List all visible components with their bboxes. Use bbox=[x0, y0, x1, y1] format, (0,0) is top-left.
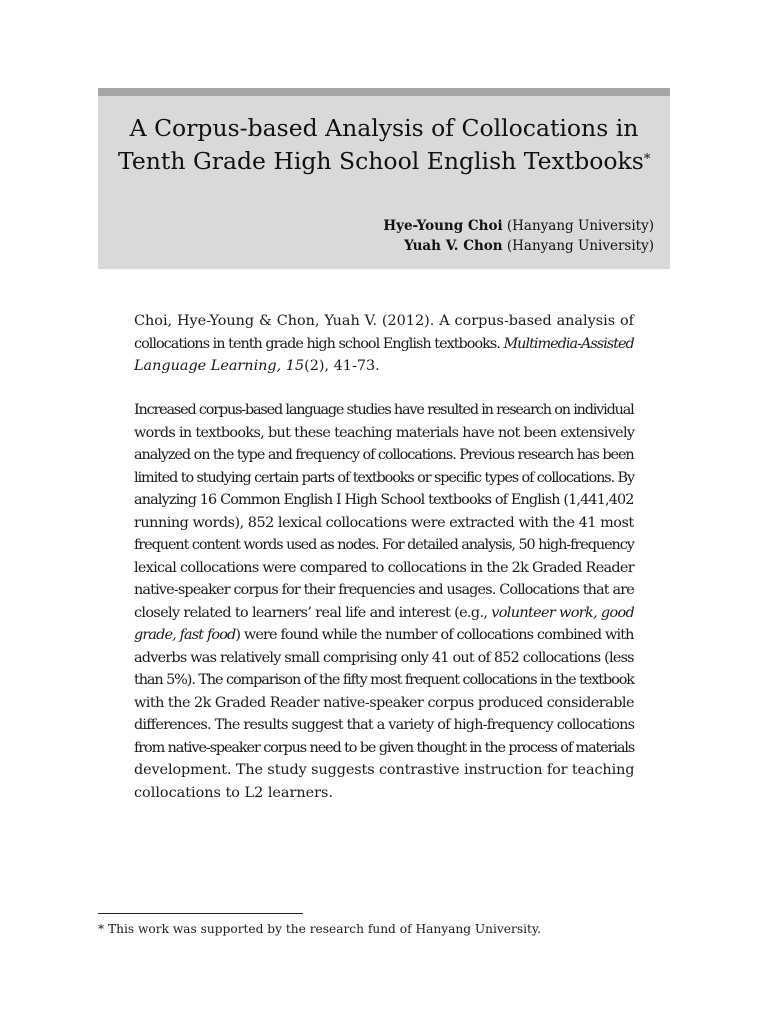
abstract-line: from native-speaker corpus need to be given thought in the process of materials bbox=[134, 739, 635, 756]
abstract-line: analyzed on the type and frequency of collocations. Previous research has been bbox=[134, 447, 634, 463]
paper-title bbox=[118, 112, 650, 177]
abstract-example: grade, fast food bbox=[134, 627, 236, 643]
abstract-line: Increased corpus-based language studies have resulted in research on individual bbox=[134, 402, 634, 418]
abstract-line: analyzing 16 Common English I High School textbooks of English (1,441,402 bbox=[134, 492, 634, 508]
abstract-line: limited to studying certain parts of textbooks or specific types of collocations. By bbox=[134, 469, 635, 486]
citation-line bbox=[134, 333, 634, 356]
abstract-line: adverbs was relatively small comprising only 41 out of 852 collocations (less bbox=[134, 649, 634, 666]
abstract-line: frequent content words used as nodes. For detailed analysis, 50 high-frequency bbox=[134, 537, 634, 553]
citation-text: collocations in tenth grade high school English textbooks. bbox=[134, 335, 500, 352]
author-affiliation: (Hanyang University) bbox=[506, 218, 654, 234]
abstract-line bbox=[134, 602, 634, 625]
journal-name: Multimedia-Assisted bbox=[503, 335, 634, 352]
abstract-line: with the 2k Graded Reader native-speaker corpus produced considerable bbox=[134, 694, 634, 711]
abstract-line: running words), 852 lexical collocations were extracted with the 41 most bbox=[134, 514, 634, 531]
title-line-1: A Corpus-based Analysis of Collocations in bbox=[129, 114, 639, 142]
footnote bbox=[98, 920, 541, 938]
abstract-line: lexical collocations were compared to collocations in the 2k Graded Reader bbox=[134, 559, 634, 576]
author-name: Hye-Young Choi bbox=[383, 218, 503, 234]
citation-line bbox=[134, 355, 634, 378]
title-block bbox=[98, 88, 670, 269]
abstract-text: closely related to learners’ real life and interest (e.g., bbox=[134, 604, 488, 621]
footnote-text: This work was supported by the research fund of Hanyang University. bbox=[107, 922, 542, 936]
abstract-line: words in textbooks, but these teaching materials have not been extensively bbox=[134, 424, 635, 441]
footnote-marker: * bbox=[98, 922, 105, 936]
abstract-line: than 5%). The comparison of the fifty most frequent collocations in the textbook bbox=[134, 672, 634, 688]
header-top-rule bbox=[98, 88, 670, 96]
title-line-2-text: Tenth Grade High School English Textbooks bbox=[118, 147, 644, 175]
title-footnote-marker: * bbox=[643, 152, 651, 167]
author-affiliation: (Hanyang University) bbox=[506, 238, 654, 254]
citation-line: Choi, Hye-Young & Chon, Yuah V. (2012). A corpus-based analysis of bbox=[134, 313, 634, 329]
author-list bbox=[383, 216, 654, 256]
abstract bbox=[134, 399, 634, 804]
author-name: Yuah V. Chon bbox=[404, 238, 503, 254]
abstract-line: native-speaker corpus for their frequencies and usages. Collocations that are bbox=[134, 582, 634, 598]
abstract-text: ) were found while the number of collocations combined with bbox=[235, 627, 634, 643]
citation bbox=[134, 310, 634, 378]
journal-name: Language Learning, 15 bbox=[134, 358, 305, 374]
abstract-line: collocations to L2 learners. bbox=[134, 784, 334, 801]
title-line-2 bbox=[118, 144, 650, 177]
abstract-line bbox=[134, 624, 634, 647]
author-row bbox=[383, 216, 654, 236]
abstract-line: differences. The results suggest that a variety of high-frequency collocations bbox=[134, 717, 635, 733]
abstract-example: volunteer work, good bbox=[491, 604, 635, 621]
abstract-line: development. The study suggests contrastive instruction for teaching bbox=[134, 762, 635, 778]
author-row bbox=[383, 236, 654, 256]
journal-issue-pages: (2), 41-73. bbox=[304, 358, 380, 374]
footnote-divider bbox=[98, 913, 303, 914]
